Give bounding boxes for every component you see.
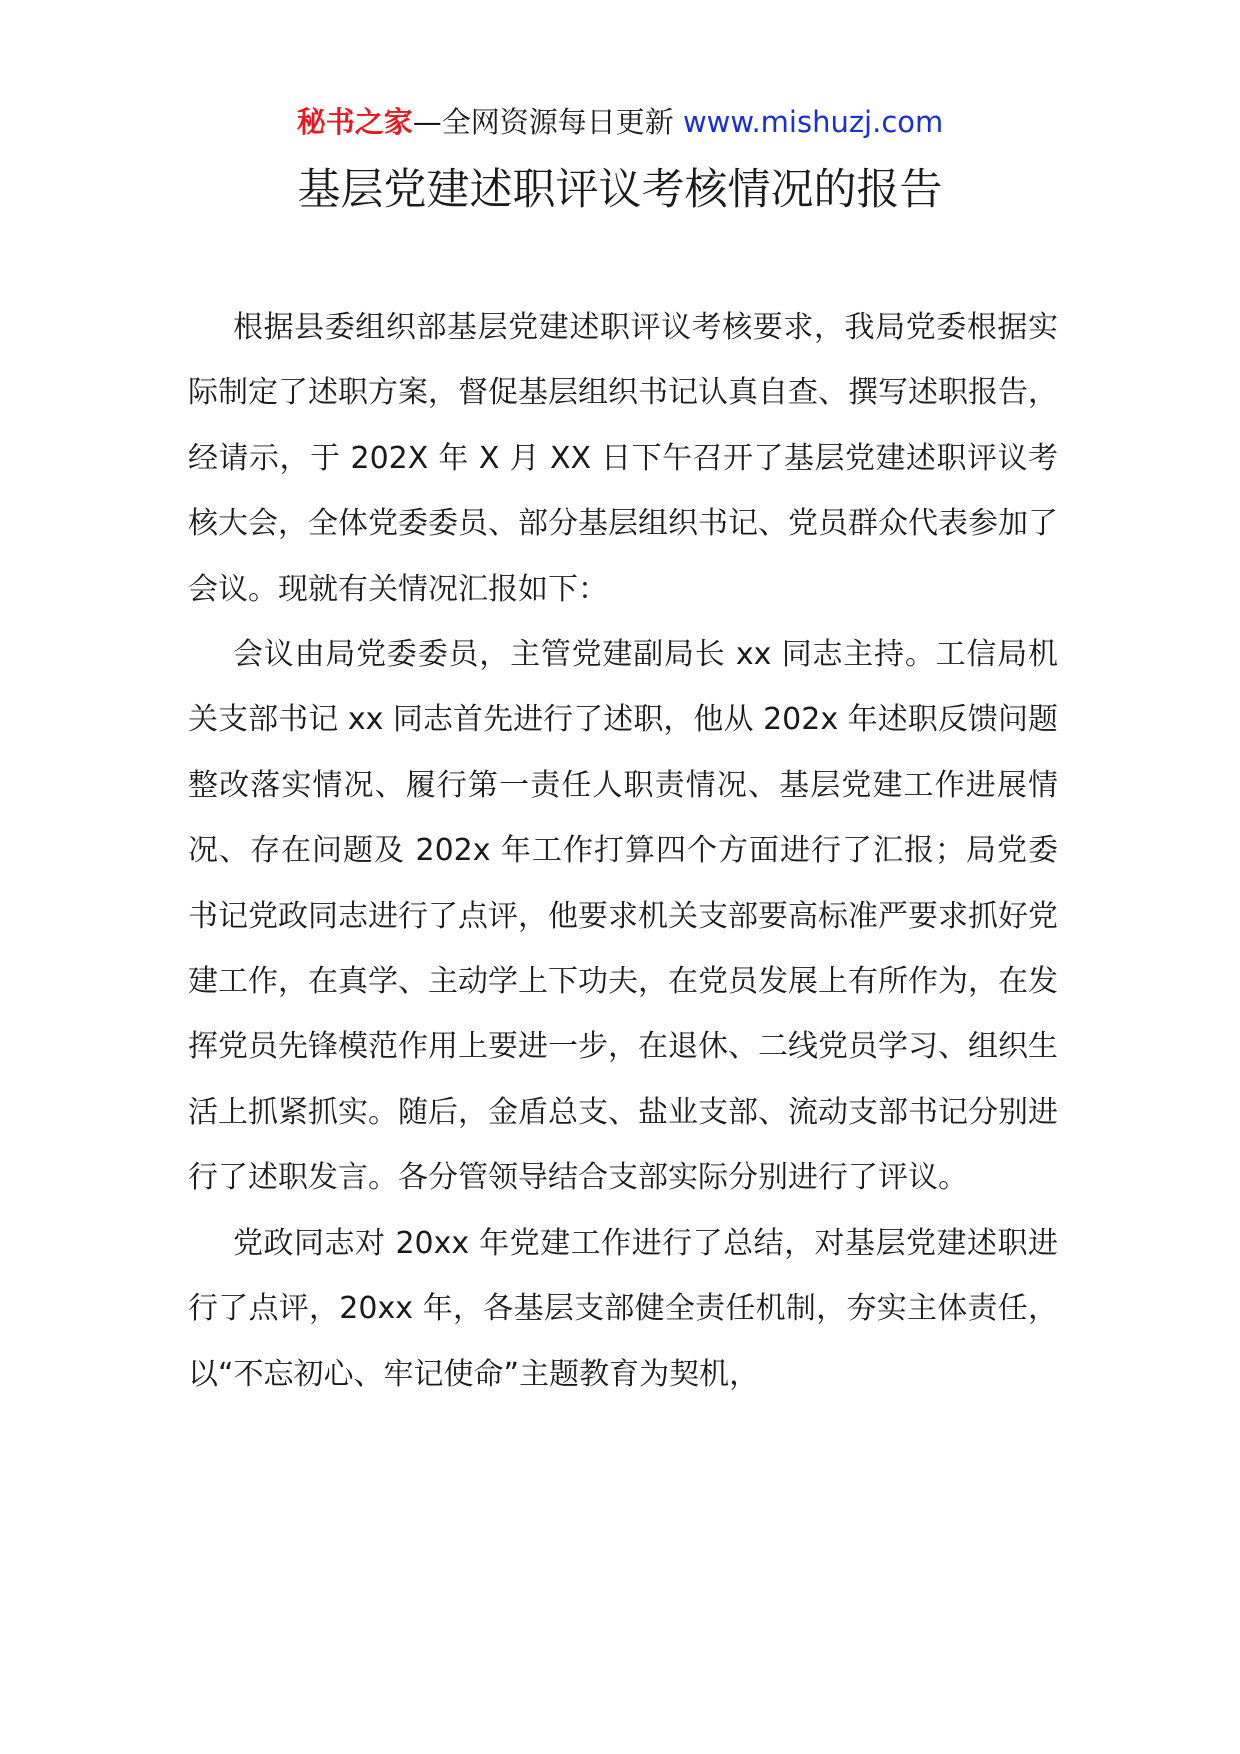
paragraph-1: 根据县委组织部基层党建述职评议考核要求，我局党委根据实际制定了述职方案，督促基层组织书记认真自查、撰写述职报告，经请示，于 202X 年 X 月 XX 日下午召开了基层党建述职评议考核大会，全体党委委员、部分基层组织书记、党员群众代表参加了会议。现就有关情况汇报如下： xyxy=(188,310,1058,607)
banner-slogan: —全网资源每日更新 xyxy=(412,105,674,139)
paragraph-2: 会议由局党委委员，主管党建副局长 xx 同志主持。工信局机关支部书记 xx 同志首先进行了述职，他从 202x 年述职反馈问题整改落实情况、履行第一责任人职责情况、基层党建工作进展情况、存在问题及 202x 年工作打算四个方面进行了汇报；局党委书记党政同志进行了点评，他要求机关支部要高标准严要求抓好党建工作，在真学、主动学上下功夫，在党员发展上有所作为，在发挥党员先锋模范作用上要进一步，在退休、二线党员学习、组织生活上抓紧抓实。随后，金盾总支、盐业支部、流动支部书记分别进行了述职发言。各分管领导结合支部实际分别进行了评议。 xyxy=(188,637,1058,1196)
document-title: 基层党建述职评议考核情况的报告 xyxy=(297,165,943,215)
site-banner xyxy=(0,102,1240,142)
site-url-link[interactable]: www.mishuzj.com xyxy=(682,105,944,139)
paragraph-3: 党政同志对 20xx 年党建工作进行了总结，对基层党建述职进行了点评，20xx 年，各基层支部健全责任机制，夯实主体责任，以“不忘初心、牢记使命”主题教育为契机， xyxy=(188,1225,1058,1392)
document-body xyxy=(188,295,1058,1407)
brand-name: 秘书之家 xyxy=(296,105,413,139)
